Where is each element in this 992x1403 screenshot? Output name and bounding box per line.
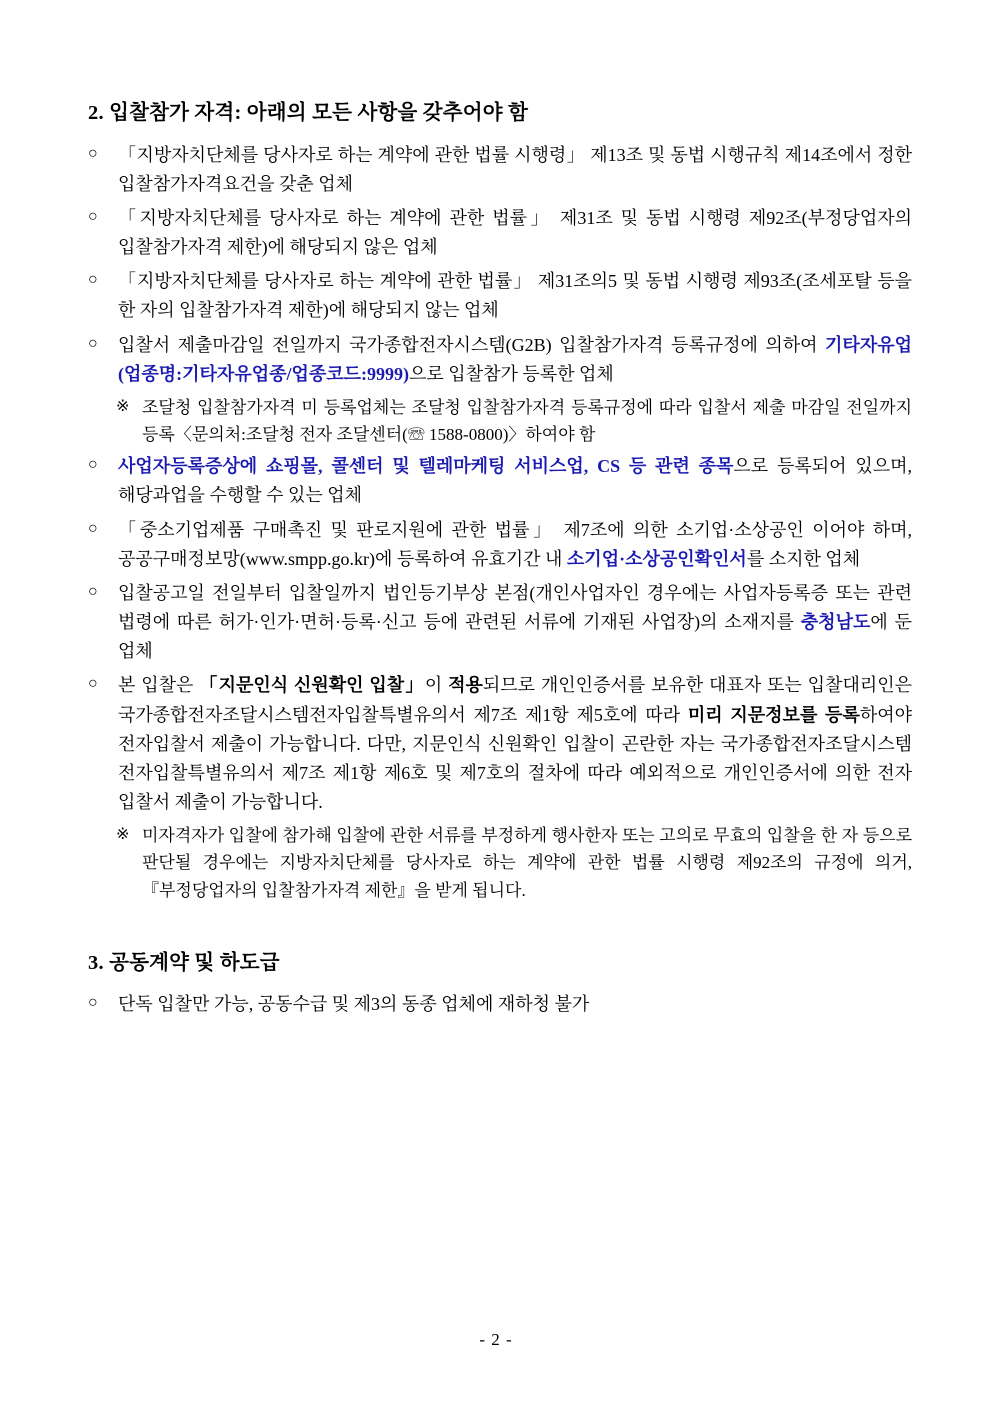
bullet-circle-icon: ○	[88, 582, 98, 600]
list-item-text	[118, 671, 912, 817]
text-run: 「중소기업제품 구매촉진 및 판로지원에 관한 법률」 제7조에 의한 소기업·소상공인 이어야 하며, 공공구매정보망(www.smpp.go.kr)에 등록하여 유효기간 내	[118, 519, 912, 569]
list-item	[88, 990, 912, 1019]
sub-note	[88, 822, 912, 904]
text-run: 입찰공고일 전일부터 입찰일까지 법인등기부상 본점(개인사업자인 경우에는 사업자등록증 또는 관련 법령에 따른 허가·인가·면허·등록·신고 등에 관련된 서류에 기재된 사업장)의 소재지를	[118, 582, 912, 633]
bullet-circle-icon: ○	[88, 207, 98, 225]
text-run: 를 소지한 업체	[746, 548, 861, 569]
list-item	[88, 516, 912, 574]
highlight-run: 소기업·소상공인확인서	[566, 548, 747, 569]
sub-note	[88, 394, 912, 448]
list-item	[88, 141, 912, 199]
highlight-run: 충청남도	[800, 612, 871, 633]
bullet-circle-icon: ○	[88, 456, 98, 474]
sub-note-text: 미자격자가 입찰에 참가해 입찰에 관한 서류를 부정하게 행사한자 또는 고의로 무효의 입찰을 한 자 등으로 판단될 경우에는 지방자치단체를 당사자로 하는 계약에 관한 법률 시행령 제92조의 규정에 의거,『부정당업자의 입찰참가자격 제한』을 받게 됩니다.	[142, 826, 912, 900]
text-run: 이	[424, 675, 449, 696]
page-number: - 2 -	[479, 1330, 513, 1349]
highlight-run: 사업자등록증상에 쇼핑몰, 콜센터 및 텔레마케팅 서비스업, CS 등 관련 종목	[118, 456, 734, 477]
list-item	[88, 331, 912, 389]
text-run: 입찰서 제출마감일 전일까지 국가종합전자시스템(G2B) 입찰참가자격 등록규정에 의하여	[118, 334, 826, 355]
emphasis-run: 적용	[448, 675, 483, 696]
reference-mark-icon: ※	[116, 397, 130, 415]
list-item-text: 「지방자치단체를 당사자로 하는 계약에 관한 법률」 제31조의5 및 동법 시행령 제93조(조세포탈 등을 한 자의 입찰참가자격 제한)에 해당되지 않는 업체	[118, 271, 912, 321]
emphasis-run: 미리 지문정보를 등록	[687, 704, 860, 725]
sub-note-text: 조달청 입찰참가자격 미 등록업체는 조달청 입찰참가자격 등록규정에 따라 입찰서 제출 마감일 전일까지 등록〈문의처:조달청 전자 조달센터(☏ 1588-0800)〉하여야 함	[142, 397, 912, 445]
bullet-circle-icon: ○	[88, 334, 98, 352]
list-item	[88, 671, 912, 817]
reference-mark-icon: ※	[116, 826, 130, 844]
list-item	[88, 579, 912, 666]
bullet-circle-icon: ○	[88, 271, 98, 289]
list-item-text: 단독 입찰만 가능, 공동수급 및 제3의 동종 업체에 재하청 불가	[118, 994, 590, 1015]
text-run: 본 입찰은	[118, 675, 200, 696]
list-item	[88, 204, 912, 262]
list-item-text	[118, 452, 912, 510]
bullet-circle-icon: ○	[88, 144, 98, 162]
section-title-2: 2. 입찰참가 자격: 아래의 모든 사항을 갖추어야 함	[88, 102, 529, 124]
list-item-text	[118, 579, 912, 666]
list-item-text: 「지방자치단체를 당사자로 하는 계약에 관한 법률 시행령」 제13조 및 동법 시행규칙 제14조에서 정한 입찰참가자격요건을 갖춘 업체	[118, 144, 912, 194]
document-body	[88, 100, 912, 1025]
list-item-text	[118, 331, 912, 389]
section-title-3: 3. 공동계약 및 하도급	[88, 951, 280, 974]
bullet-circle-icon: ○	[88, 519, 98, 537]
emphasis-run: 「지문인식 신원확인 입찰」	[199, 675, 425, 696]
bullet-circle-icon: ○	[88, 675, 98, 693]
list-item-text: 「지방자치단체를 당사자로 하는 계약에 관한 법률」 제31조 및 동법 시행령 제92조(부정당업자의 입찰참가자격 제한)에 해당되지 않은 업체	[118, 207, 912, 258]
text-run: 하여야 전자입찰서 제출이 가능합니다. 다만, 지문인식 신원확인 입찰이 곤란한 자는 국가종합전자조달시스템 전자입찰특별유의서 제7조 제1항 제6호 및 제7호의 절차에 따라 예외적으로 개인인증서에 의한 전자 입찰서 제출이 가능합니다.	[118, 704, 913, 812]
text-run: 으로 입찰참가 등록한 업체	[409, 363, 614, 384]
list-item-text	[118, 516, 912, 574]
text-run: 되므로 개인인증서를 보유한 대표자 또는 입찰대리인은 국가종합전자조달시스템전자입찰특별유의서 제7조 제1항 제5호에 따라	[118, 675, 912, 725]
list-item	[88, 452, 912, 510]
highlight-run: 기타자유업(업종명:기타자유업종/업종코드:9999)	[118, 334, 912, 384]
text-run: 으로 등록되어 있으며, 해당과업을 수행할 수 있는 업체	[118, 456, 912, 506]
text-run: 에 둔 업체	[118, 612, 912, 662]
list-item	[88, 267, 912, 325]
bullet-circle-icon: ○	[88, 994, 98, 1012]
